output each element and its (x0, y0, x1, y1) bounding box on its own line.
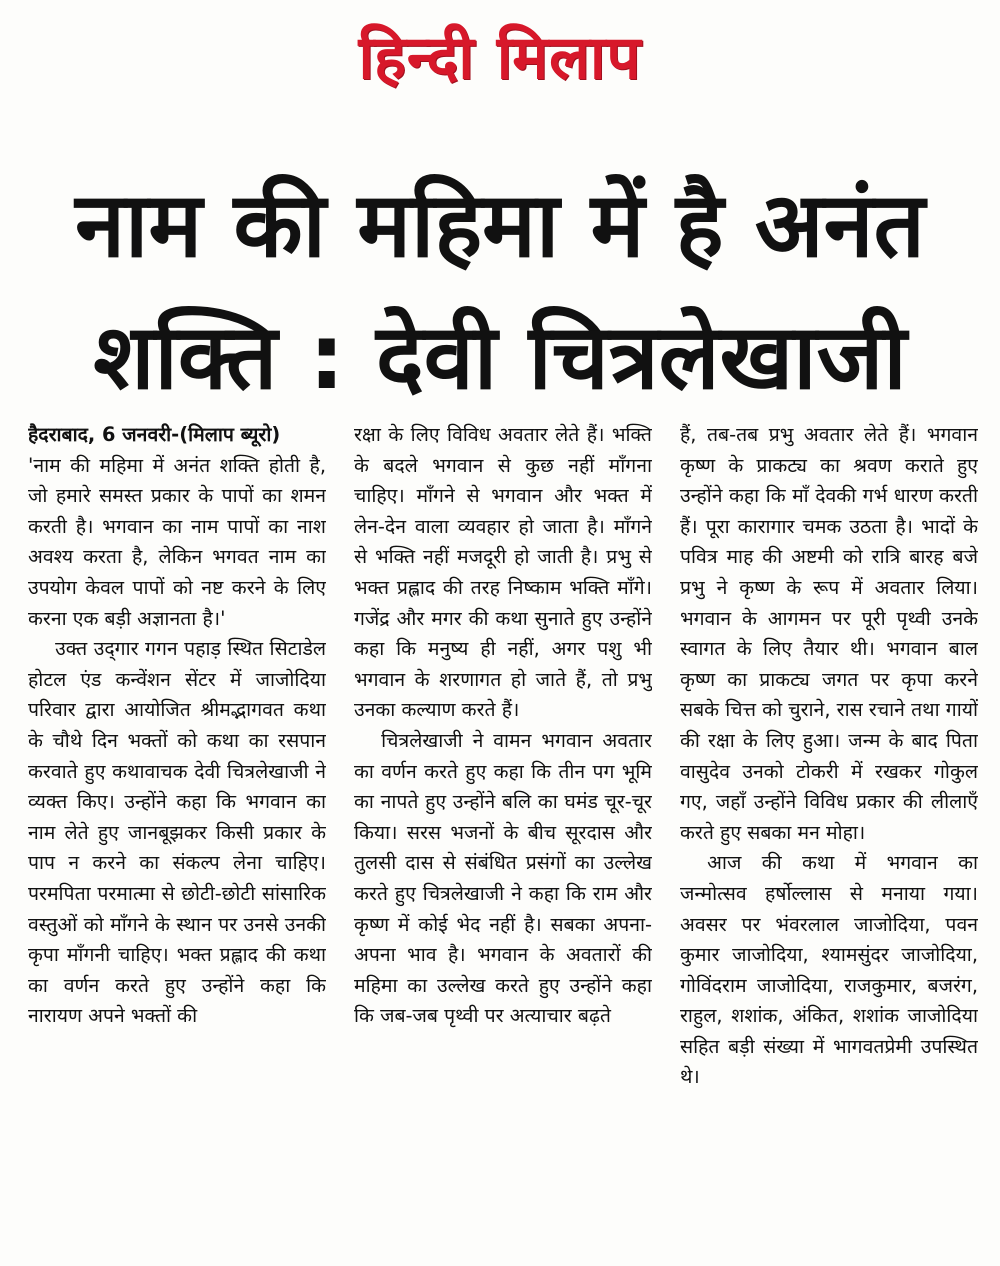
article-paragraph: आज की कथा में भगवान का जन्मोत्सव हर्षोल्लास से मनाया गया। अवसर पर भंवरलाल जाजोदिया, पवन कुमार जाजोदिया, श्यामसुंदर जाजोदिया, गोविंदराम जाजोदिया, राजकुमार, बजरंग, राहुल, शशांक, अंकित, शशांक जाजोदिया सहित बड़ी संख्या में भागवतप्रेमी उपस्थित थे। (680, 851, 978, 1089)
article-column-1 (28, 420, 326, 1250)
article-dateline: हैदराबाद, 6 जनवरी-(मिलाप ब्यूरो) (28, 423, 281, 446)
article-column-3 (680, 420, 978, 1250)
article-paragraph: 'नाम की महिमा में अनंत शक्ति होती है, जो हमारे समस्त प्रकार के पापों का शमन करती है। भगवान का नाम पापों का नाश अवश्य करता है, लेकिन भगवत नाम का उपयोग केवल पापों को नष्ट करने के लिए करना एक बड़ी अज्ञानता है।' (28, 453, 326, 630)
article-headline: नाम की महिमा में है अनंत शक्ति : देवी चित्रलेखाजी (75, 173, 925, 410)
article-paragraph: चित्रलेखाजी ने वामन भगवान अवतार का वर्णन करते हुए कहा कि तीन पग भूमि का नापते हुए उन्होंने बलि का घमंड चूर-चूर किया। सरस भजनों के बीच सूरदास और तुलसी दास से संबंधित प्रसंगों का उल्लेख करते हुए चित्रलेखाजी ने कहा कि राम और कृष्ण में कोई भेद नहीं है। सबका अपना-अपना भाव है। भगवान के अवतारों की महिमा का उल्लेख करते हुए उन्होंने कहा कि जब-जब पृथ्वी पर अत्याचार बढ़ते (354, 728, 652, 1028)
article-column-2 (354, 420, 652, 1250)
article-body (28, 420, 978, 1250)
newspaper-masthead: हिन्दी मिलाप (358, 23, 642, 93)
article-paragraph: रक्षा के लिए विविध अवतार लेते हैं। भक्ति के बदले भगवान से कुछ नहीं माँगना चाहिए। माँगने से भगवान और भक्त में लेन-देन वाला व्यवहार हो जाता है। माँगने से भक्ति नहीं मजदूरी हो जाती है। प्रभु से भक्त प्रह्लाद की तरह निष्काम भक्ति माँगे। गजेंद्र और मगर की कथा सुनाते हुए उन्होंने कहा कि मनुष्य ही नहीं, अगर पशु भी भगवान के शरणागत हो जाते हैं, तो प्रभु उनका कल्याण करते हैं। (354, 423, 652, 722)
article-paragraph: उक्त उद्‌गार गगन पहाड़ स्थित सिटाडेल होटल एंड कन्वेंशन सेंटर में जाजोदिया परिवार द्वारा आयोजित श्रीमद्भागवत कथा के चौथे दिन भक्तों को कथा का रसपान करवाते हुए कथावाचक देवी चित्रलेखाजी ने व्यक्त किए। उन्होंने कहा कि भगवान का नाम लेते हुए जानबूझकर किसी प्रकार के पाप न करने का संकल्प लेना चाहिए। परमपिता परमात्मा से छोटी-छोटी सांसारिक वस्तुओं को माँगने के स्थान पर उनसे उनकी कृपा माँगनी चाहिए। भक्त प्रह्लाद की कथा का वर्णन करते हुए उन्होंने कहा कि नारायण अपने भक्तों की (28, 637, 326, 1028)
article-paragraph: हैं, तब-तब प्रभु अवतार लेते हैं। भगवान कृष्ण के प्राकट्य का श्रवण कराते हुए उन्होंने कहा कि माँ देवकी गर्भ धारण करती हैं। पूरा कारागार चमक उठता है। भादों के पवित्र माह की अष्टमी को रात्रि बारह बजे प्रभु ने कृष्ण के रूप में अवतार लिया। भगवान के आगमन पर पूरी पृथ्वी उनके स्वागत के लिए तैयार थी। भगवान बाल कृष्ण का प्राकट्य जगत पर कृपा करने सबके चित्त को चुराने, रास रचाने तथा गायों की रक्षा के लिए हुआ। जन्म के बाद पिता वासुदेव उनको टोकरी में रखकर गोकुल गए, जहाँ उन्होंने विविध प्रकार की लीलाएँ करते हुए सबका मन मोहा। (680, 423, 978, 844)
